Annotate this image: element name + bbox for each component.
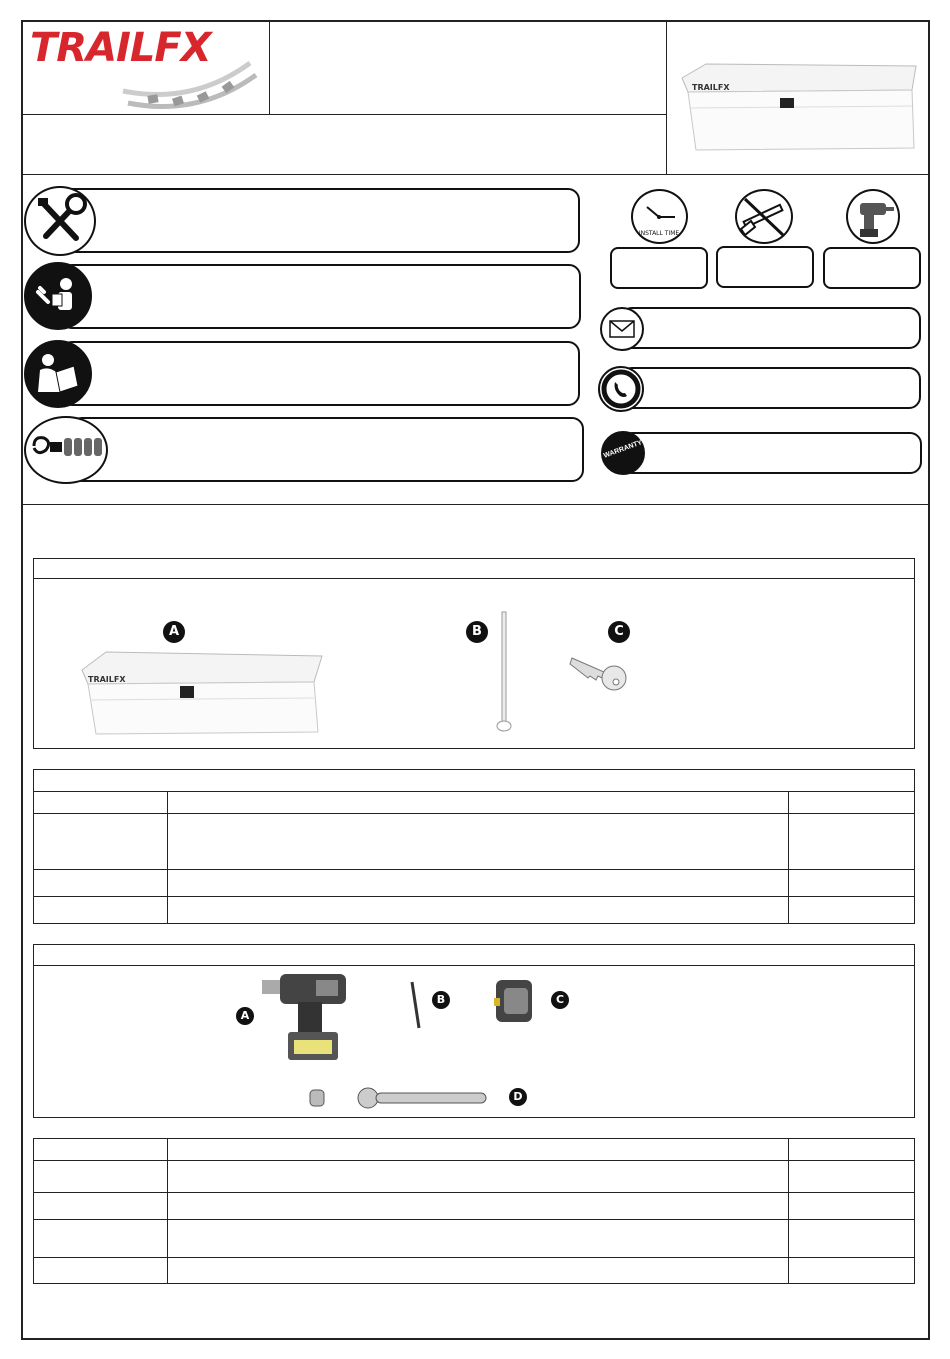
drill-box [823, 247, 921, 289]
tool-d-badge: D [509, 1088, 527, 1106]
parts-box-header [33, 578, 915, 579]
table-cell [789, 1161, 915, 1193]
tool-a-badge: A [236, 1007, 254, 1025]
lifting-hook-icon [24, 416, 108, 484]
table-header-cell [34, 792, 168, 814]
phone-panel [620, 367, 921, 409]
part-a-badge: A [163, 621, 185, 643]
clock-label: INSTALL TIME [638, 230, 680, 237]
part-b-badge: B [466, 621, 488, 643]
table-cell [168, 1220, 789, 1258]
table-cell [34, 1220, 168, 1258]
svg-text:TRAILFX: TRAILFX [88, 675, 126, 684]
tool-c-badge: C [551, 991, 569, 1009]
tape-measure-image [492, 976, 536, 1026]
header-divider [666, 20, 667, 175]
table-cell [168, 870, 789, 897]
table-cell [789, 897, 915, 924]
drill-bit-image [410, 980, 422, 1030]
installer-icon [24, 262, 92, 330]
tool-b-badge: B [432, 991, 450, 1009]
info-panel-lift [70, 417, 584, 482]
header-bottom-divider [21, 174, 930, 175]
table-cell [168, 1258, 789, 1284]
tools-icon [24, 186, 96, 256]
table-cell [789, 1258, 915, 1284]
no-cutting-icon [735, 189, 793, 244]
brand-logo [28, 25, 264, 111]
toolbox-image [78, 644, 326, 736]
tools-box-header [33, 965, 915, 966]
key-image [568, 648, 630, 694]
install-time-icon [631, 189, 688, 244]
table-cell [168, 814, 789, 870]
table-cell [789, 870, 915, 897]
table-cell [34, 814, 168, 870]
envelope-icon [600, 307, 644, 351]
product-image [676, 56, 922, 154]
table-header-cell [34, 1139, 168, 1161]
table-cell [34, 1161, 168, 1193]
table-cell [168, 1161, 789, 1193]
parts-table-title [34, 770, 915, 792]
info-panel-tools [60, 188, 580, 253]
phone-icon [598, 366, 644, 412]
table-header-cell [168, 1139, 789, 1161]
warranty-label: WARRANTY [602, 439, 644, 460]
table-cell [34, 1258, 168, 1284]
info-panel-installer [60, 264, 581, 329]
svg-text:TRAILFX: TRAILFX [692, 83, 730, 92]
cordless-drill-image [258, 970, 352, 1064]
warranty-panel [620, 432, 922, 474]
read-manual-icon [24, 340, 92, 408]
cutting-box [716, 246, 814, 288]
parts-table [33, 769, 915, 924]
table-cell [789, 1193, 915, 1220]
table-cell [168, 1193, 789, 1220]
table-cell [789, 1220, 915, 1258]
header-divider [269, 20, 270, 115]
header-divider [21, 114, 667, 115]
table-header-cell [789, 792, 915, 814]
tools-table [33, 1138, 915, 1284]
warranty-badge [601, 431, 645, 475]
table-header-cell [789, 1139, 915, 1161]
table-cell [34, 870, 168, 897]
drill-icon [846, 189, 900, 244]
logo-text: TRAILFX [30, 25, 211, 71]
part-c-badge: C [608, 621, 630, 643]
support-rod-image [494, 610, 514, 734]
table-cell [789, 814, 915, 870]
info-panel-manual [60, 341, 580, 406]
table-cell [34, 897, 168, 924]
install-time-box [610, 247, 708, 289]
table-header-cell [168, 792, 789, 814]
ratchet-and-socket-image [306, 1084, 492, 1112]
table-cell [168, 897, 789, 924]
table-cell [34, 1193, 168, 1220]
icons-bottom-divider [21, 504, 930, 505]
email-panel [620, 307, 921, 349]
